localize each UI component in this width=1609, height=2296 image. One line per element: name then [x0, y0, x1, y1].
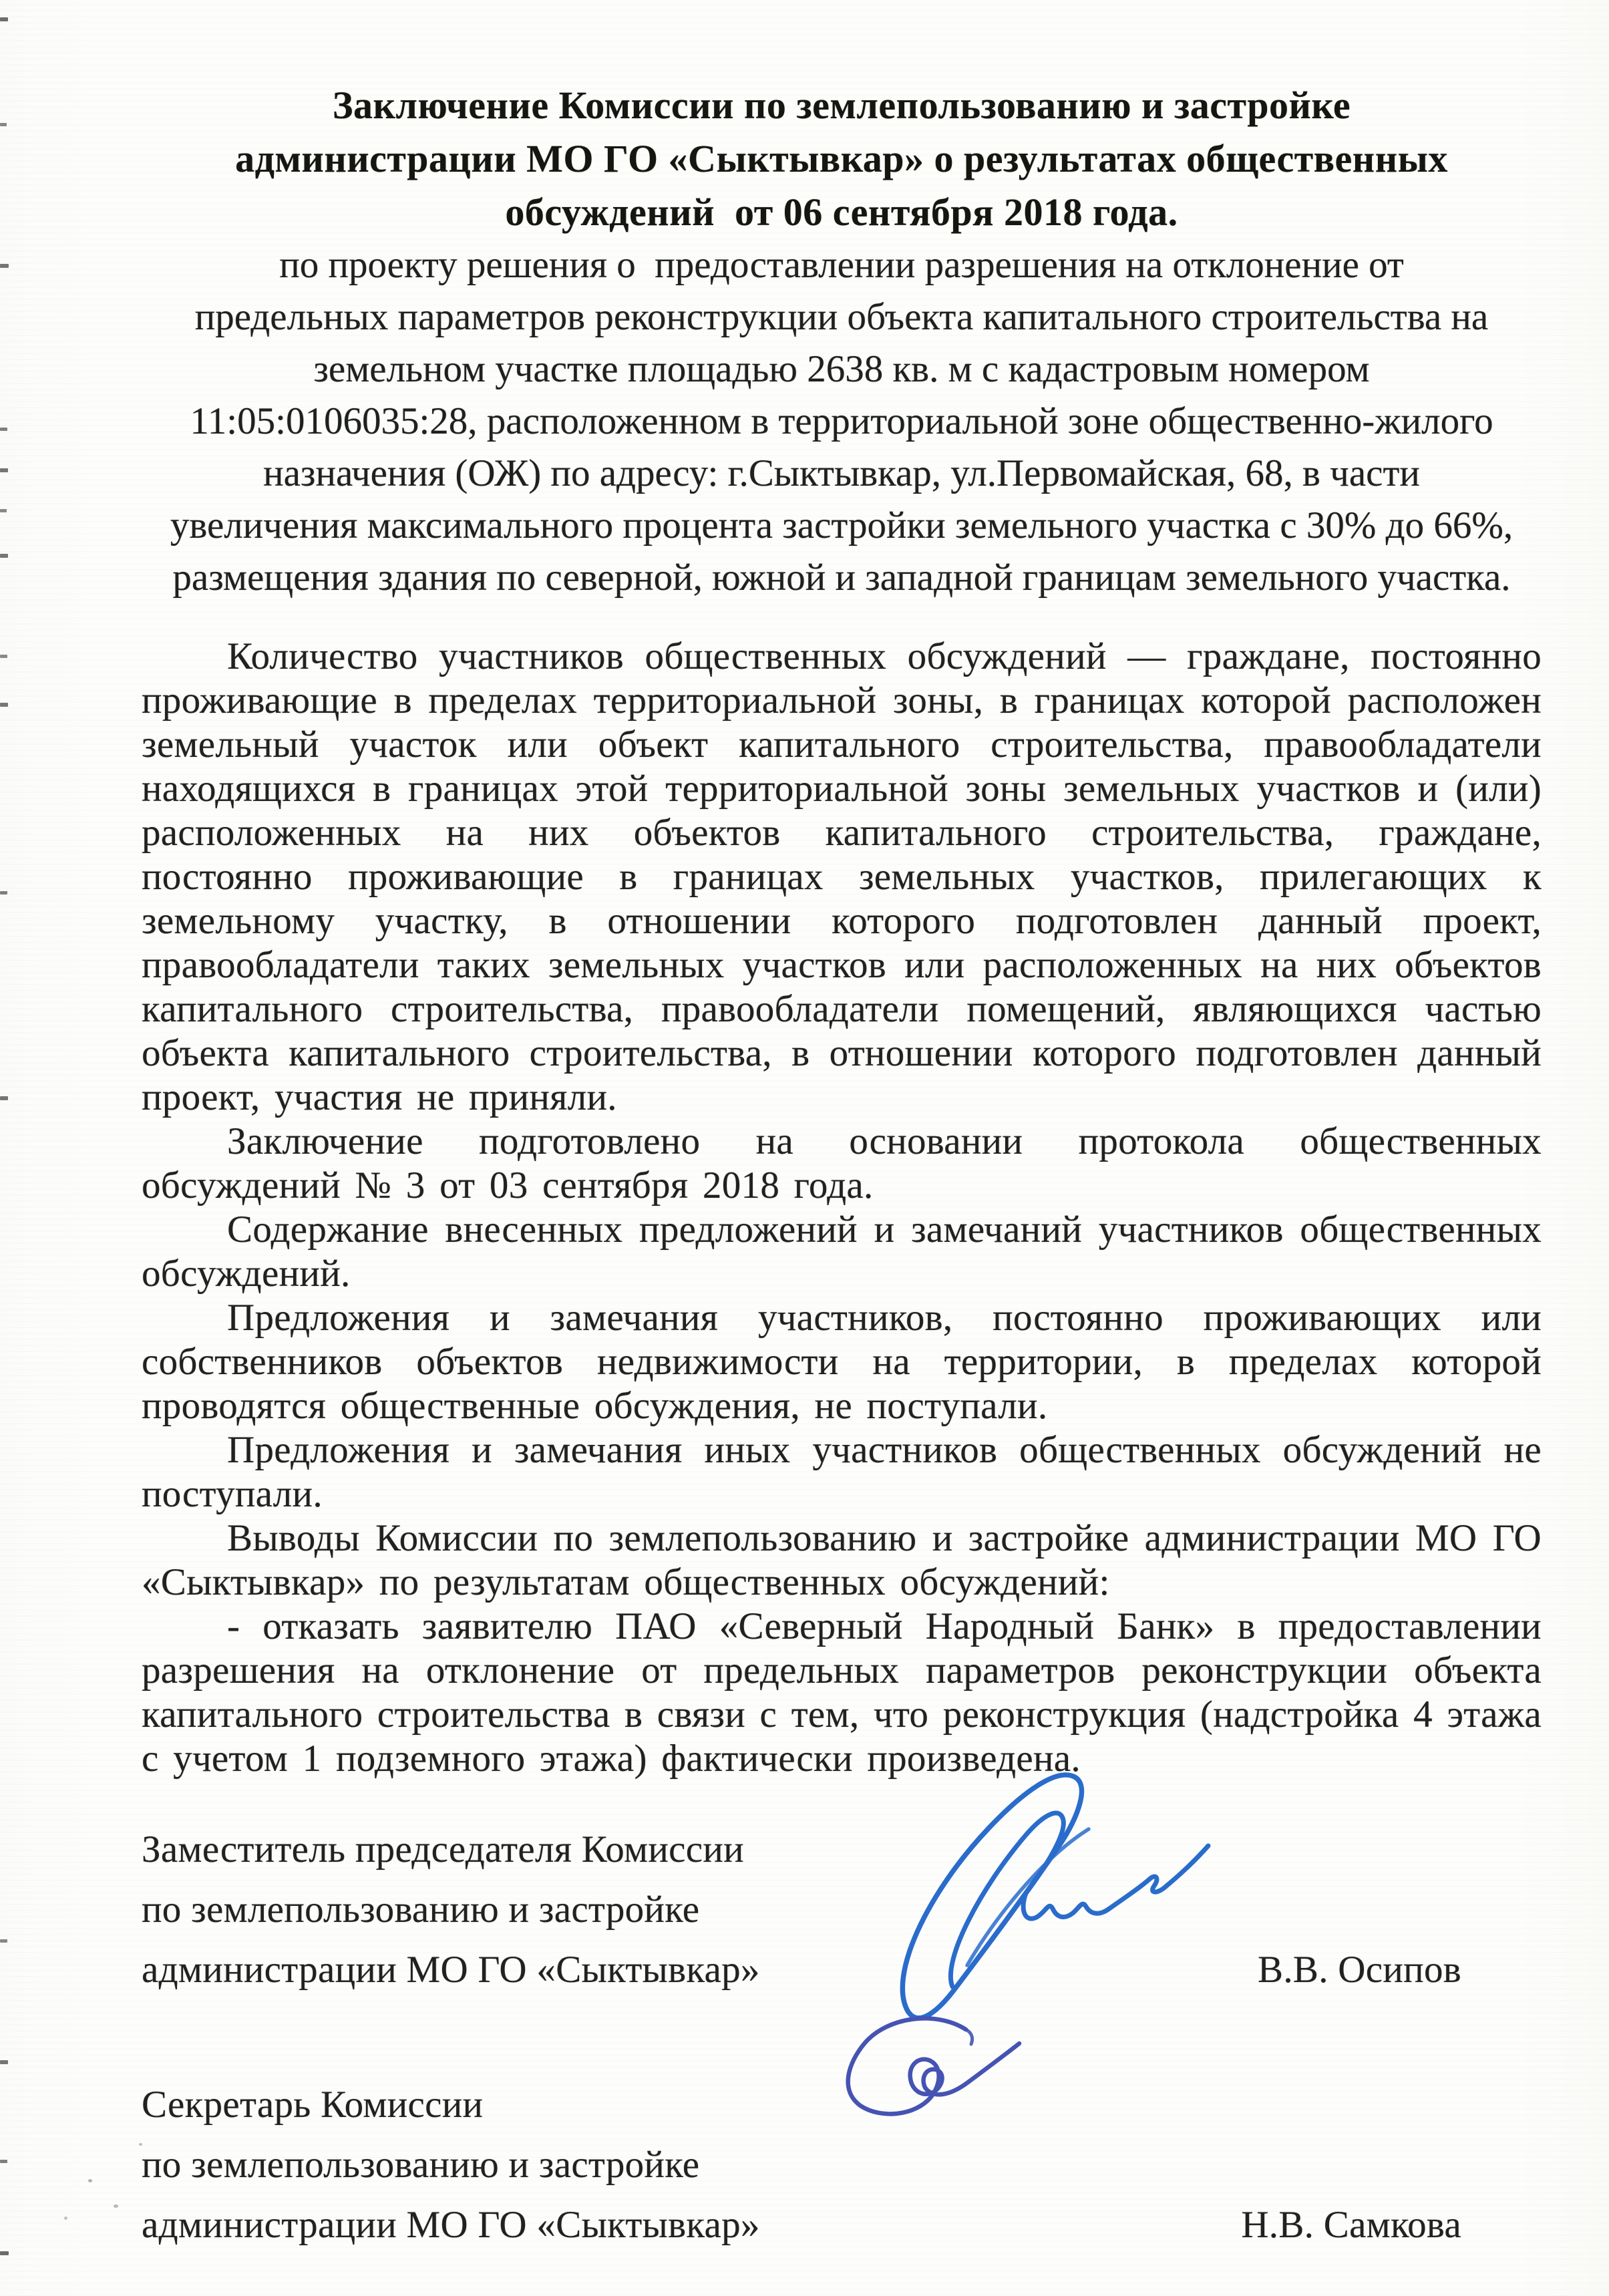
scan-speck: [88, 2179, 92, 2182]
scan-edge-mark: [0, 1939, 7, 1943]
scan-edge-mark: [0, 2160, 7, 2163]
signatory-role-line: по землепользованию и застройке: [142, 2144, 700, 2186]
scan-edge-mark: [0, 264, 9, 268]
signatory-role-line: администрации МО ГО «Сыктывкар»: [142, 2204, 760, 2246]
body-paragraph: Заключение подготовлено на основании протокола общественных обсуждений № 3 от 03 сентября 2018 года.: [142, 1120, 1542, 1206]
signatory-role-line: по землепользованию и застройке: [142, 1889, 700, 1931]
signatory-role-line: Секретарь Комиссии: [142, 2084, 484, 2126]
signature-stroke: [966, 2029, 972, 2044]
scan-edge-mark: [0, 554, 8, 558]
scan-edge-mark: [0, 703, 8, 707]
signatory-role-line: администрации МО ГО «Сыктывкар»: [142, 1949, 760, 1991]
signatory-role-line: Заместитель председателя Комиссии: [142, 1828, 744, 1870]
body-paragraph: Содержание внесенных предложений и замечаний участников общественных обсуждений.: [142, 1208, 1542, 1295]
body-paragraph: Количество участников общественных обсуждений — граждане, постоянно проживающие в пределах территориальной зоны, в границах которой расположен земельный участок или объект капитального строительства, правообладатели находящихся в границах этой территориальной зоны земельных участков и (или) расположенных на них объектов капитального строительства, граждане, постоянно проживающие в границах земельных участков, прилегающих к земельному участку, в отношении которого подготовлен данный проект, правообладатели таких земельных участков или расположенных на них объектов капитального строительства, правообладатели помещений, являющихся частью объекта капитального строительства, в отношении которого подготовлен данный проект, участия не приняли.: [142, 635, 1542, 1118]
title-line: обсуждений от 06 сентября 2018 года.: [505, 190, 1178, 234]
body-paragraph: Выводы Комиссии по землепользованию и застройке администрации МО ГО «Сыктывкар» по результатам общественных обсуждений:: [142, 1517, 1542, 1603]
document-title: [142, 79, 1542, 239]
signatory-name: В.В. Осипов: [1258, 1949, 1461, 1991]
scan-edge-mark: [0, 468, 8, 472]
signatory-name: Н.В. Самкова: [1241, 2204, 1461, 2246]
scan-speck: [139, 2143, 142, 2146]
subtitle-line: увеличения максимального процента застройки земельного участка с 30% до 66%,: [170, 504, 1513, 546]
body-paragraph: Предложения и замечания иных участников общественных обсуждений не поступали.: [142, 1429, 1542, 1515]
scan-edge-mark: [0, 428, 7, 431]
scan-speck: [64, 2217, 67, 2220]
scan-edge-mark: [0, 123, 7, 126]
subtitle-line: предельных параметров реконструкции объекта капитального строительства на: [194, 296, 1489, 338]
scan-edge-mark: [0, 2251, 9, 2255]
title-line: Заключение Комиссии по землепользованию и застройке: [332, 84, 1351, 127]
scan-edge-mark: [0, 2060, 8, 2064]
body-paragraph: Предложения и замечания участников, постоянно проживающих или собственников объектов недвижимости на территории, в пределах которой проводятся общественные обсуждения, не поступали.: [142, 1297, 1542, 1427]
scan-edge-mark: [0, 17, 8, 21]
scan-edge-mark: [0, 509, 7, 512]
scan-speck: [114, 2204, 118, 2208]
subtitle-line: земельном участке площадью 2638 кв. м с кадастровым номером: [313, 348, 1370, 390]
subtitle-line: 11:05:0106035:28, расположенном в территориальной зоне общественно-жилого: [190, 400, 1493, 442]
subtitle-line: по проекту решения о предоставлении разрешения на отклонение от: [279, 244, 1404, 286]
body-paragraph: - отказать заявителю ПАО «Северный Народный Банк» в предоставлении разрешения на отклонение от предельных параметров реконструкции объекта капитального строительства в связи с тем, что реконструкция (надстройка 4 этажа с учетом 1 подземного этажа) фактически произведена.: [142, 1605, 1542, 1780]
subtitle-line: размещения здания по северной, южной и западной границам земельного участка.: [172, 556, 1511, 599]
document-content: [142, 79, 1542, 2255]
scan-edge-mark: [0, 655, 7, 658]
document-subtitle: [142, 239, 1542, 604]
signature-block-secretary: [142, 2075, 1542, 2255]
document-body: [142, 635, 1542, 1781]
subtitle-line: назначения (ОЖ) по адресу: г.Сыктывкар, ул.Первомайская, 68, в части: [263, 452, 1420, 494]
scan-edge-mark: [0, 891, 7, 894]
signature-section: [142, 1820, 1542, 2255]
scan-edge-mark: [0, 1096, 8, 1100]
title-line: администрации МО ГО «Сыктывкар» о результатах общественных: [235, 137, 1448, 180]
signature-block-deputy-chairman: [142, 1820, 1542, 2000]
